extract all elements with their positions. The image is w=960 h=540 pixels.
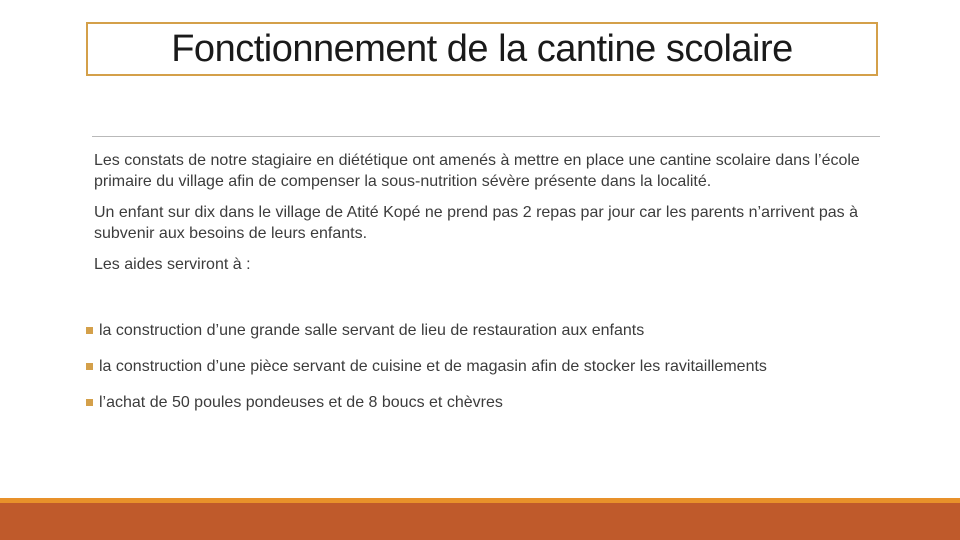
square-bullet-icon	[86, 327, 93, 334]
square-bullet-icon	[86, 399, 93, 406]
slide-title: Fonctionnement de la cantine scolaire	[171, 27, 793, 70]
list-item-text: la construction d’une pièce servant de cuisine et de magasin afin de stocker les ravitaillements	[99, 358, 767, 375]
paragraph-aides: Les aides serviront à :	[94, 256, 251, 273]
list-item	[86, 356, 886, 377]
list-item	[86, 392, 886, 413]
list-item	[86, 320, 886, 341]
paragraph-constats: Les constats de notre stagiaire en diététique ont amenés à mettre en place une cantine scolaire dans l’école primaire du village afin de compenser la sous-nutrition sévère présente dans la localité.	[94, 152, 860, 190]
list-item-text: l’achat de 50 poules pondeuses et de 8 boucs et chèvres	[99, 394, 503, 411]
title-divider	[92, 136, 880, 137]
title-box	[86, 22, 878, 76]
square-bullet-icon	[86, 363, 93, 370]
bullet-list	[86, 320, 886, 428]
list-item-text: la construction d’une grande salle servant de lieu de restauration aux enfants	[99, 322, 645, 339]
paragraph-statistique: Un enfant sur dix dans le village de Atité Kopé ne prend pas 2 repas par jour car les parents n’arrivent pas à subvenir aux besoins de leurs enfants.	[94, 204, 859, 242]
body-text	[94, 150, 884, 275]
footer-bar	[0, 503, 960, 540]
